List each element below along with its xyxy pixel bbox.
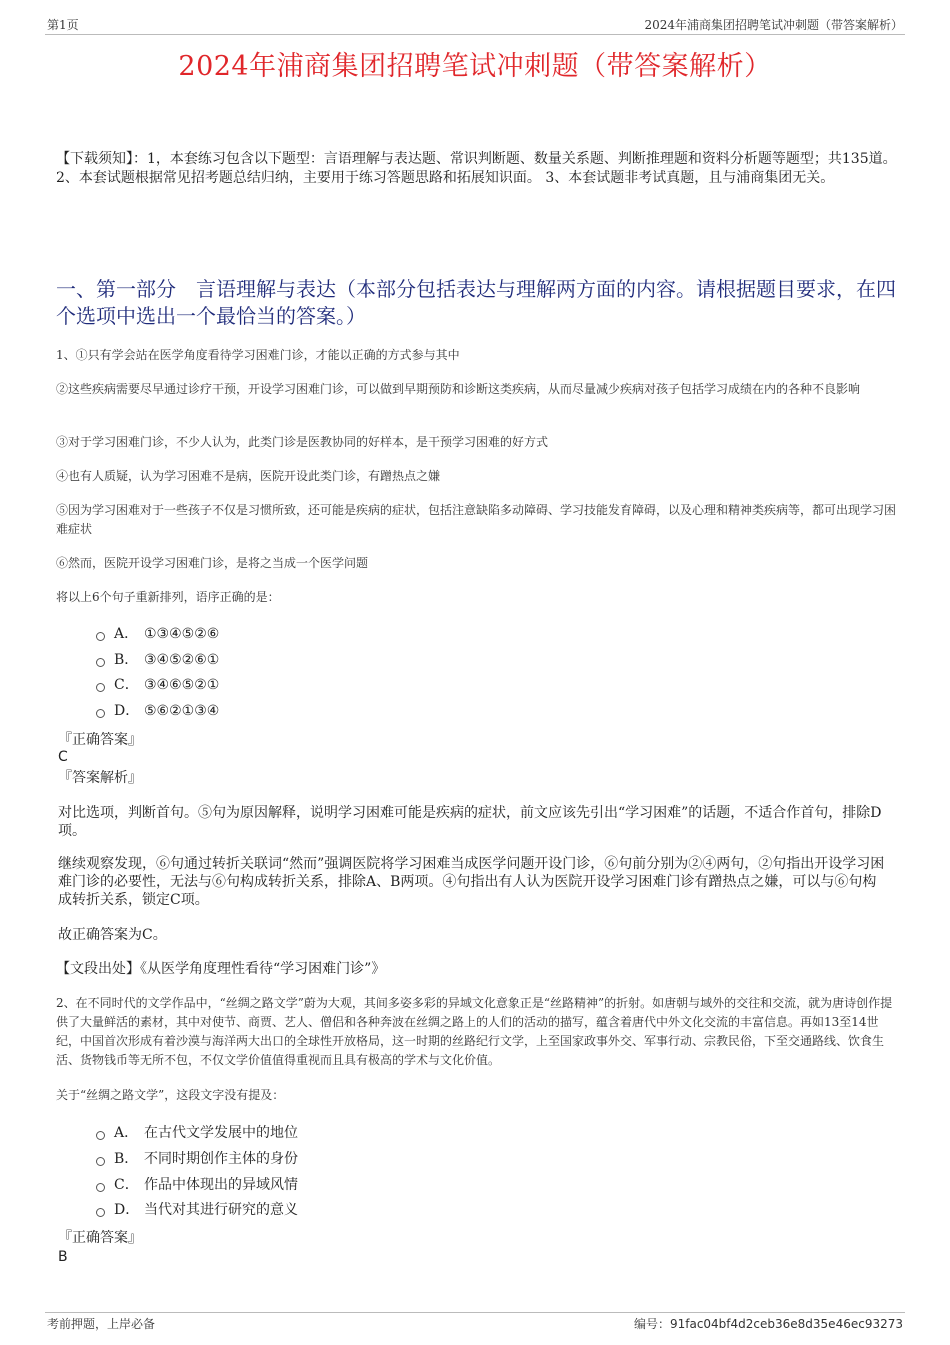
page-footer — [45, 1312, 905, 1331]
q1-analysis-2: 继续观察发现，⑥句通过转折关联词“然而”强调医院将学习困难当成医学问题开设门诊，⑥句前分别为②④两句，②句指出开设学习困难门诊的必要性，无法与⑥句构成转折关系，排除A、B两项。④句指出有人认为医院开设学习困难门诊有蹭热点之嫌，可以与⑥句构成转折关系，锁定C项。 — [58, 856, 885, 908]
q1-option-a[interactable]: A． ①③④⑤②⑥ — [96, 624, 219, 644]
q1-answer: C — [58, 749, 68, 765]
q2-passage: 2、在不同时代的文学作品中，“丝绸之路文学”蔚为大观，其间多姿多彩的异域文化意象正是“丝路精神”的折射。如唐朝与域外的交往和交流，就为唐诗创作提供了大量鲜活的素材，其中对使节、商贾、艺人、僧侣和各种奔波在丝绸之路上的人们的活动的描写，蕴含着唐代中外文化交流的丰富信息。再如13至14世纪，中国首次形成有着沙漠与海洋两大出口的全球性开放格局，这一时期的丝路纪行文学，上至国家政事外交、军事行动、宗教民俗，下至交通路线、饮食生活、货物钱币等无所不包，不仅文学价值值得重视而且具有极高的学术与文化价值。 — [56, 996, 893, 1067]
page-number: 第1页 — [47, 18, 79, 32]
radio-icon[interactable] — [96, 1157, 105, 1166]
q2-option-d[interactable]: D． 当代对其进行研究的意义 — [96, 1200, 298, 1220]
document-title: 2024年浦商集团招聘笔试冲刺题（带答案解析） — [178, 51, 772, 82]
radio-icon[interactable] — [96, 709, 105, 718]
q2-option-c[interactable]: C． 作品中体现出的异域风情 — [96, 1175, 298, 1195]
q1-sentence-4: ④也有人质疑，认为学习困难不是病，医院开设此类门诊，有蹭热点之嫌 — [56, 469, 441, 483]
q2-option-b[interactable]: B． 不同时期创作主体的身份 — [96, 1149, 298, 1169]
q1-sentence-6: ⑥然而，医院开设学习困难门诊，是将之当成一个医学问题 — [56, 556, 369, 570]
q1-analysis-label: 『答案解析』 — [58, 770, 142, 786]
q1-option-c[interactable]: C． ③④⑥⑤②① — [96, 675, 219, 695]
radio-icon[interactable] — [96, 632, 105, 641]
q1-sentence-3: ③对于学习困难门诊，不少人认为，此类门诊是医教协同的好样本，是干预学习困难的好方式 — [56, 435, 549, 449]
radio-icon[interactable] — [96, 1131, 105, 1140]
radio-icon[interactable] — [96, 1183, 105, 1192]
q1-answer-label: 『正确答案』 — [58, 732, 142, 748]
q1-option-b[interactable]: B． ③④⑤②⑥① — [96, 650, 219, 670]
radio-icon[interactable] — [96, 658, 105, 667]
footer-slogan: 考前押题，上岸必备 — [47, 1317, 156, 1331]
radio-icon[interactable] — [96, 683, 105, 692]
q2-prompt: 关于“丝绸之路文学”，这段文字没有提及： — [56, 1088, 285, 1102]
q2-answer-label: 『正确答案』 — [58, 1230, 142, 1246]
document-code: 91fac04bf4d2ceb36e8d35e46ec93273 — [669, 1317, 903, 1331]
page-header — [45, 14, 905, 35]
q1-analysis-3: 故正确答案为C。 — [58, 927, 167, 943]
q1-source: 【文段出处】《从医学角度理性看待“学习困难门诊”》 — [56, 961, 386, 977]
radio-icon[interactable] — [96, 1208, 105, 1217]
q1-sentence-1: 1、①只有学会站在医学角度看待学习困难门诊，才能以正确的方式参与其中 — [56, 348, 460, 362]
q2-option-a[interactable]: A． 在古代文学发展中的地位 — [96, 1123, 298, 1143]
footer-id: 编号：91fac04bf4d2ceb36e8d35e46ec93273 — [633, 1317, 903, 1331]
section-heading: 一、第一部分 言语理解与表达（本部分包括表达与理解两方面的内容。请根据题目要求，在四个选项中选出一个最恰当的答案。） — [56, 277, 896, 328]
q1-sentence-5: ⑤因为学习困难对于一些孩子不仅是习惯所致，还可能是疾病的症状，包括注意缺陷多动障碍、学习技能发育障碍，以及心理和精神类疾病等，都可出现学习困难症状 — [56, 503, 897, 536]
header-doc-title: 2024年浦商集团招聘笔试冲刺题（带答案解析） — [644, 18, 903, 32]
q1-prompt: 将以上6个句子重新排列，语序正确的是： — [56, 590, 280, 604]
q1-option-d[interactable]: D． ⑤⑥②①③④ — [96, 701, 219, 721]
download-notice: 【下载须知】：1，本套练习包含以下题型：言语理解与表达题、常识判断题、数量关系题、判断推理题和资料分析题等题型；共135道。 2、本套试题根据常见招考题总结归纳，主要用于练习答题思路和拓展知识面。 3、本套试题非考试真题，且与浦商集团无关。 — [56, 151, 897, 186]
q1-sentence-2: ②这些疾病需要尽早通过诊疗干预，开设学习困难门诊，可以做到早期预防和诊断这类疾病，从而尽量减少疾病对孩子包括学习成绩在内的各种不良影响 — [56, 382, 861, 396]
q1-analysis-1: 对比选项，判断首句。⑤句为原因解释，说明学习困难可能是疾病的症状，前文应该先引出“学习困难”的话题，不适合作首句，排除D项。 — [58, 805, 882, 839]
q2-answer: B — [58, 1249, 68, 1265]
